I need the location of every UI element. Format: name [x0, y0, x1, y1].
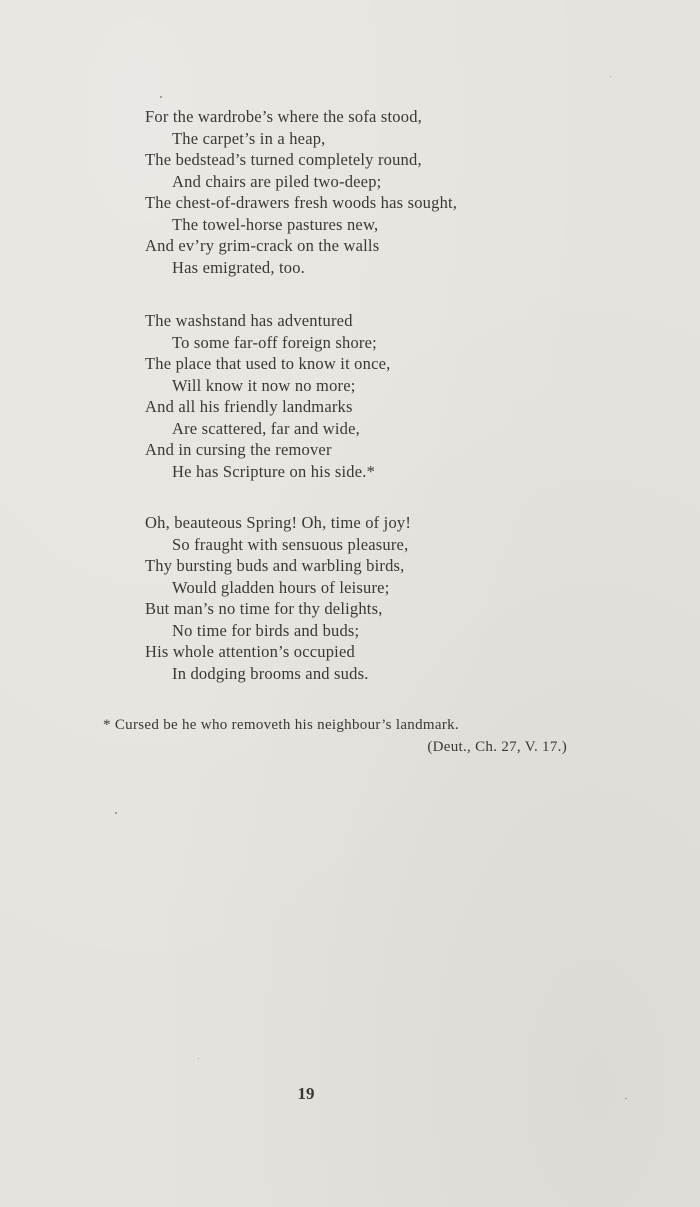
- poem-line: And ev’ry grim-crack on the walls: [145, 236, 380, 255]
- poem-line: The chest-of-drawers fresh woods has sought,: [145, 193, 458, 212]
- poem-line: The bedstead’s turned completely round,: [145, 150, 422, 169]
- poem-line: And chairs are piled two-deep;: [172, 171, 382, 191]
- poem-line: His whole attention’s occupied: [145, 642, 355, 661]
- footnote-text: * Cursed be he who removeth his neighbour’s landmark.: [103, 717, 459, 733]
- poem-line: Has emigrated, too.: [172, 257, 306, 277]
- poem-line: No time for birds and buds;: [172, 620, 360, 640]
- poem-line: Would gladden hours of leisure;: [172, 577, 390, 597]
- paper-speck: [610, 76, 611, 77]
- stanza-3: [145, 512, 411, 684]
- page-number: 19: [297, 1084, 315, 1103]
- paper-speck: [625, 1098, 627, 1099]
- poem-line: The carpet’s in a heap,: [172, 128, 326, 148]
- poem-line: So fraught with sensuous pleasure,: [172, 534, 409, 554]
- stanza-2: [145, 310, 390, 482]
- paper-speck: [115, 812, 117, 814]
- poem-line: To some far-off foreign shore;: [172, 332, 377, 352]
- poem-line: The washstand has adventured: [145, 311, 353, 330]
- footnote-reference: (Deut., Ch. 27, V. 17.): [427, 739, 567, 755]
- poem-line: Will know it now no more;: [172, 375, 356, 395]
- poem-line: The place that used to know it once,: [145, 354, 391, 373]
- paper-speck: [160, 96, 162, 98]
- poem-line: He has Scripture on his side.*: [172, 461, 376, 481]
- poem-line: And all his friendly landmarks: [145, 397, 353, 416]
- paper-speck: [198, 1058, 199, 1059]
- poem-line: In dodging brooms and suds.: [172, 663, 369, 683]
- poem-line: And in cursing the remover: [145, 440, 332, 459]
- poem-line: Oh, beauteous Spring! Oh, time of joy!: [145, 513, 412, 532]
- poem-line: The towel-horse pastures new,: [172, 214, 379, 234]
- poem-line: Thy bursting buds and warbling birds,: [145, 556, 405, 575]
- stanza-1: [145, 106, 457, 278]
- poem-line: But man’s no time for thy delights,: [145, 599, 383, 618]
- poem-line: Are scattered, far and wide,: [172, 418, 360, 438]
- poem-line: For the wardrobe’s where the sofa stood,: [145, 107, 422, 126]
